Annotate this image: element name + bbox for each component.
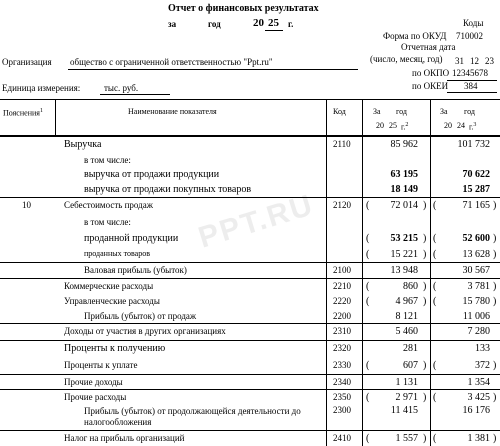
row-current-value: 4 967 xyxy=(395,296,418,307)
negative-paren: ) xyxy=(493,200,497,211)
row-previous-value: 11 006 xyxy=(462,311,490,322)
negative-paren: ( xyxy=(433,200,437,211)
title-year-value: 25 xyxy=(268,17,279,29)
negative-paren: ( xyxy=(433,433,437,444)
col-code-header: Код xyxy=(333,107,346,116)
date-year: 23 xyxy=(485,56,494,66)
row-previous-value: 101 732 xyxy=(457,139,490,150)
okpo-label: по ОКПО xyxy=(412,68,450,78)
row-previous-value: 133 xyxy=(475,343,490,354)
negative-paren: ) xyxy=(493,392,497,403)
row-current-value: 13 948 xyxy=(390,265,418,276)
row-previous-value: 7 280 xyxy=(467,326,490,337)
row-name: Управленческие расходы xyxy=(64,296,160,306)
row-current-value: 53 215 xyxy=(390,233,418,244)
row-current-value: 2 971 xyxy=(395,392,418,403)
negative-paren: ( xyxy=(433,360,437,371)
row-previous-value: 71 165 xyxy=(462,200,490,211)
row-current-value: 63 195 xyxy=(390,169,418,180)
negative-paren: ( xyxy=(366,249,370,260)
title-za: за xyxy=(168,19,177,29)
row-name: выручка от продажи продукции xyxy=(84,169,220,180)
row-name: в том числе: xyxy=(84,217,131,227)
row-code: 2300 xyxy=(333,405,351,415)
negative-paren: ) xyxy=(423,249,427,260)
negative-paren: ( xyxy=(433,281,437,292)
negative-paren: ) xyxy=(423,433,427,444)
negative-paren: ) xyxy=(423,296,427,307)
row-previous-value: 30 567 xyxy=(462,265,490,276)
negative-paren: ) xyxy=(493,296,497,307)
negative-paren: ( xyxy=(433,296,437,307)
negative-paren: ( xyxy=(366,296,370,307)
financial-results-form: Отчет о финансовых результатах за год 20 25 г. Коды Форма по ОКУД 710002 Отчетная дата (число, месяц, год) 31 12 23 по ОКПО 12345678 по ОКЕИ 384 Организация общество с ограниченной ответственностью "Ppt.ru" Единица измерения: тыс. руб. Пояснения$^1$ Наименование показателя Код За год 20 25 г.$^2$ За год 20 24 г.$^3$ PPT.RU Выручка 2110 85 962 101 732 в том числе: выручка от продажи продукции 63 195 70 622 выручка от продажи покупных товаров 18 149 15 287 10 Себестоимость продаж 2120 72 014 71 165 ( ) ( ) в том числе: проданной продукции 53 215 52 600 ( ) ( ) проданных товаров 15 221 13 628 ( ) ( ) Валовая прибыль (убыток) 2100 13 948 30 567 Коммерческие расходы 2210 860 3 781 ( ) ( ) Управленческие расходы 2220 4 967 15 780 ( ) ( ) Прибыль (убыток) от продаж 2200 8 121 11 006 Доходы от участия в других организациях 2310 5 460 7 280 Проценты к получению 2320 281 133 Проценты к уплате 2330 607 372 ( ) ( ) Прочие доходы 2340 1 131 1 354 Прочие расходы 2350 2 971 3 425 ( ) ( ) Прибыль (убыток) от продолжающейся деятельности до налогообложения 2300 11 415 16 176 Налог на прибыль организаций 2410 1 557 1 381 ( ) ( ) xyxy=(0,0,500,446)
form-title: Отчет о финансовых результатах xyxy=(168,3,319,14)
date-label-1: Отчетная дата xyxy=(401,42,456,52)
row-code: 2340 xyxy=(333,377,351,387)
negative-paren: ) xyxy=(423,392,427,403)
title-g: г. xyxy=(288,19,294,29)
row-code: 2350 xyxy=(333,392,351,402)
negative-paren: ) xyxy=(423,360,427,371)
negative-paren: ) xyxy=(423,200,427,211)
row-current-value: 860 xyxy=(403,281,418,292)
unit-label: Единица измерения: xyxy=(2,83,81,93)
negative-paren: ) xyxy=(493,249,497,260)
negative-paren: ) xyxy=(423,233,427,244)
date-month: 12 xyxy=(470,56,479,66)
row-current-value: 11 415 xyxy=(390,405,418,416)
unit-value: тыс. руб. xyxy=(104,83,139,93)
row-current-value: 5 460 xyxy=(395,326,418,337)
codes-header: Коды xyxy=(463,18,484,28)
row-name: Прочие расходы xyxy=(64,392,127,402)
row-current-value: 85 962 xyxy=(390,139,418,150)
negative-paren: ( xyxy=(433,233,437,244)
row-name: Коммерческие расходы xyxy=(64,281,154,291)
negative-paren: ( xyxy=(366,233,370,244)
row-current-value: 18 149 xyxy=(390,184,418,195)
row-code: 2200 xyxy=(333,311,351,321)
row-name: Прочие доходы xyxy=(64,377,123,387)
row-code: 2320 xyxy=(333,343,351,353)
negative-paren: ) xyxy=(493,281,497,292)
okei-value: 384 xyxy=(464,81,478,91)
row-previous-value: 372 xyxy=(475,360,490,371)
negative-paren: ( xyxy=(366,281,370,292)
row-previous-value: 3 425 xyxy=(467,392,490,403)
okpo-value: 12345678 xyxy=(452,68,488,78)
ppt-watermark: PPT.RU xyxy=(194,188,318,255)
okud-value: 710002 xyxy=(456,31,483,41)
row-name: проданной продукции xyxy=(84,233,179,244)
row-current-value: 15 221 xyxy=(390,249,418,260)
row-code: 2110 xyxy=(333,139,351,149)
row-code: 2210 xyxy=(333,281,351,291)
negative-paren: ) xyxy=(493,433,497,444)
row-current-value: 72 014 xyxy=(390,200,418,211)
row-name: Прибыль (убыток) от продолжающейся деятельности до налогообложения xyxy=(84,406,301,427)
org-label: Организация xyxy=(2,57,52,67)
negative-paren: ( xyxy=(433,249,437,260)
row-name: Проценты к получению xyxy=(64,343,166,354)
negative-paren: ( xyxy=(366,200,370,211)
row-current-value: 607 xyxy=(403,360,418,371)
row-current-value: 1 131 xyxy=(395,377,418,388)
row-previous-value: 1 354 xyxy=(467,377,490,388)
row-name: Себестоимость продаж xyxy=(64,200,153,210)
negative-paren: ( xyxy=(433,392,437,403)
col-name-header: Наименование показателя xyxy=(128,107,217,116)
row-code: 2120 xyxy=(333,200,351,210)
row-name: проданных товаров xyxy=(84,249,150,258)
row-name: Налог на прибыль организаций xyxy=(64,433,185,443)
date-day: 31 xyxy=(455,56,464,66)
title-year-prefix: 20 xyxy=(253,17,264,29)
date-label-2: (число, месяц, год) xyxy=(370,54,443,64)
okud-label: Форма по ОКУД xyxy=(383,31,447,41)
row-previous-value: 15 780 xyxy=(462,296,490,307)
row-previous-value: 52 600 xyxy=(462,233,490,244)
title-god: год xyxy=(208,19,221,29)
row-name: выручка от продажи покупных товаров xyxy=(84,184,252,195)
row-previous-value: 3 781 xyxy=(467,281,490,292)
row-previous-value: 1 381 xyxy=(467,433,490,444)
row-code: 2410 xyxy=(333,433,351,443)
row-name: Валовая прибыль (убыток) xyxy=(84,265,187,275)
row-previous-value: 70 622 xyxy=(462,169,490,180)
row-current-value: 281 xyxy=(403,343,418,354)
row-code: 2220 xyxy=(333,296,351,306)
row-code: 2310 xyxy=(333,326,351,336)
org-value: общество с ограниченной ответственностью "Ppt.ru" xyxy=(70,57,273,67)
row-current-value: 8 121 xyxy=(395,311,418,322)
negative-paren: ) xyxy=(493,360,497,371)
row-note: 10 xyxy=(22,200,31,210)
negative-paren: ( xyxy=(366,433,370,444)
row-previous-value: 16 176 xyxy=(462,405,490,416)
row-previous-value: 15 287 xyxy=(462,184,490,195)
row-name: Проценты к уплате xyxy=(64,360,138,370)
negative-paren: ) xyxy=(423,281,427,292)
negative-paren: ) xyxy=(493,233,497,244)
row-code: 2330 xyxy=(333,360,351,370)
row-name: Выручка xyxy=(64,139,102,150)
okei-label: по ОКЕИ xyxy=(412,81,449,91)
row-code: 2100 xyxy=(333,265,351,275)
negative-paren: ( xyxy=(366,392,370,403)
row-name: Прибыль (убыток) от продаж xyxy=(84,311,197,321)
row-current-value: 1 557 xyxy=(395,433,418,444)
negative-paren: ( xyxy=(366,360,370,371)
row-name: Доходы от участия в других организациях xyxy=(64,326,226,336)
row-name: в том числе: xyxy=(84,155,131,165)
col-note-header: Пояснения$^1$ xyxy=(3,108,43,118)
row-previous-value: 13 628 xyxy=(462,249,490,260)
